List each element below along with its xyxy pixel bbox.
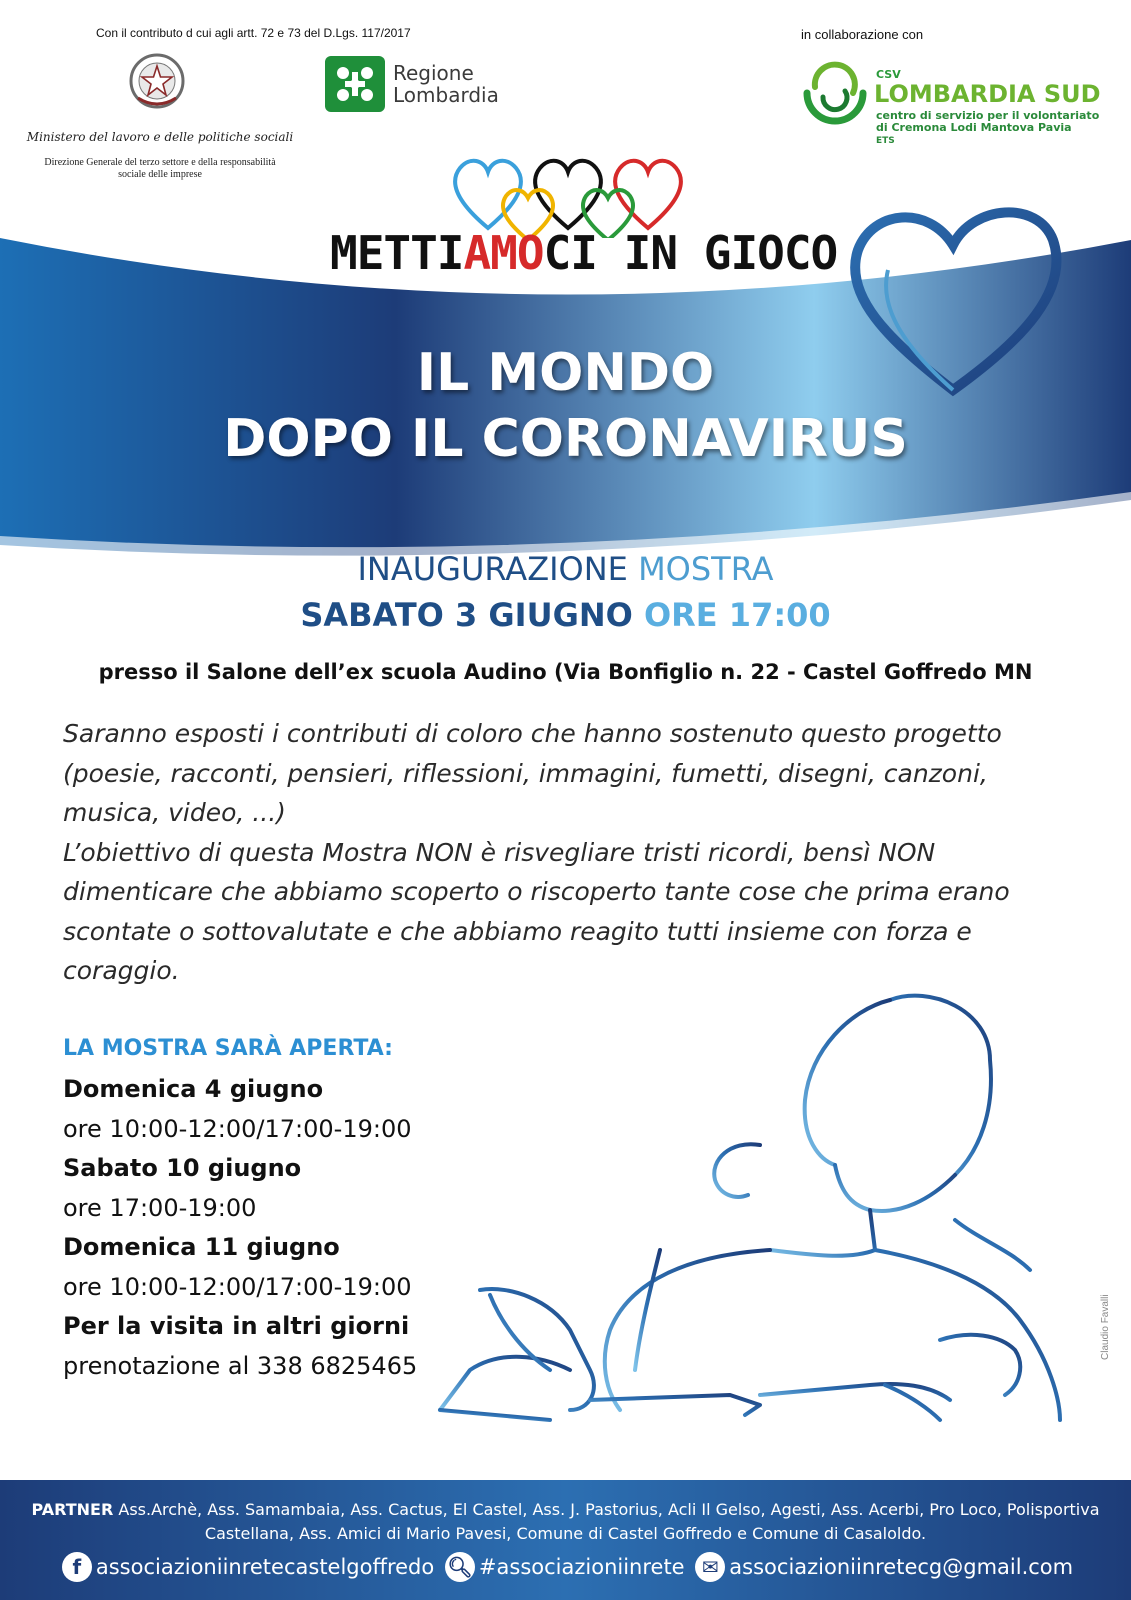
regione-lombardia-logo-icon <box>325 56 385 112</box>
contacts-row <box>0 1552 1131 1582</box>
main-headline: IL MONDO DOPO IL CORONAVIRUS <box>223 343 908 469</box>
reading-person-line-illustration <box>290 990 1090 1460</box>
email-link[interactable]: associazioniinretecg@gmail.com <box>729 1555 1074 1579</box>
event-location: presso il Salone dell’ex scuola Audino (Via Bonfiglio n. 22 - Castel Goffredo MN <box>98 660 1033 684</box>
email-icon: ✉ <box>695 1552 725 1582</box>
contribution-note: Con il contributo d cui agli artt. 72 e 73 del D.Lgs. 117/2017 <box>96 26 411 40</box>
facebook-link[interactable]: associazioniinretecastelgoffredo <box>95 1555 435 1579</box>
csv-name: LOMBARDIA SUD <box>874 80 1101 108</box>
schedule-hours: ore 10:00-12:00/17:00-19:00 <box>63 1272 412 1301</box>
description <box>63 714 1073 991</box>
collaboration-note: in collaborazione con <box>801 27 924 42</box>
search-icon: 🔍︎ <box>445 1552 475 1582</box>
description-paragraph: Saranno esposti i contributi di coloro che hanno sostenuto questo progetto (poesie, racconti, pensieri, riflessioni, immagini, fumetti, disegni, canzoni, musica, video, ...) <box>63 719 1002 827</box>
inauguration-heading: INAUGURAZIONE MOSTRA <box>357 550 774 588</box>
schedule-hours: ore 17:00-19:00 <box>63 1193 257 1222</box>
csv-label: CSV <box>876 68 901 81</box>
italian-republic-emblem-icon <box>128 52 186 110</box>
csv-spiral-logo-icon <box>800 58 870 128</box>
regione-lombardia-name: Regione Lombardia <box>393 61 499 107</box>
schedule-day: Per la visita in altri giorni <box>63 1312 410 1340</box>
schedule-day: Sabato 10 giugno <box>63 1154 302 1182</box>
facebook-icon: f <box>62 1552 92 1582</box>
csv-subtitle: centro di servizio per il volontariato di Cremona Lodi Mantova Pavia <box>876 109 1100 134</box>
schedule-day: Domenica 11 giugno <box>63 1233 340 1261</box>
ministry-name: Ministero del lavoro e delle politiche sociali <box>26 130 294 144</box>
inauguration-date: SABATO 3 GIUGNO ORE 17:00 <box>300 596 831 634</box>
hashtag-link[interactable]: #associazioniinrete <box>478 1555 685 1579</box>
partners-list: PARTNER Ass.Archè, Ass. Samambaia, Ass. Cactus, El Castel, Ass. J. Pastorius, Acli Il Gelso, Agesti, Ass. Acerbi, Pro Loco, Polisportiva Castellana, Ass. Amici di Mario Pavesi, Comune di Castel Goffredo e Comune di Casaloldo. <box>31 1500 1100 1543</box>
olympic-hearts-logo-icon <box>448 148 688 238</box>
mettiamoci-in-gioco-title: METTIAMOCI IN GIOCO <box>330 226 838 280</box>
illustration-credit: Claudio Favalli <box>1100 1294 1111 1360</box>
schedule-hours: ore 10:00-12:00/17:00-19:00 <box>63 1114 412 1143</box>
description-paragraph: L’obiettivo di questa Mostra NON è risvegliare tristi ricordi, bensì NON dimenticare che abbiamo scoperto o riscoperto tante cose che prima erano scontate o sottovalutate e che abbiamo reagito tutti insieme con forza e coraggio. <box>63 837 1010 985</box>
schedule-heading: LA MOSTRA SARÀ APERTA: <box>63 1036 393 1061</box>
ministry-department: Direzione Generale del terzo settore e della responsabilità sociale delle imprese <box>44 157 276 180</box>
csv-ets: ETS <box>876 136 895 146</box>
schedule-day: Domenica 4 giugno <box>63 1075 324 1103</box>
schedule-hours: prenotazione al 338 6825465 <box>63 1351 418 1380</box>
